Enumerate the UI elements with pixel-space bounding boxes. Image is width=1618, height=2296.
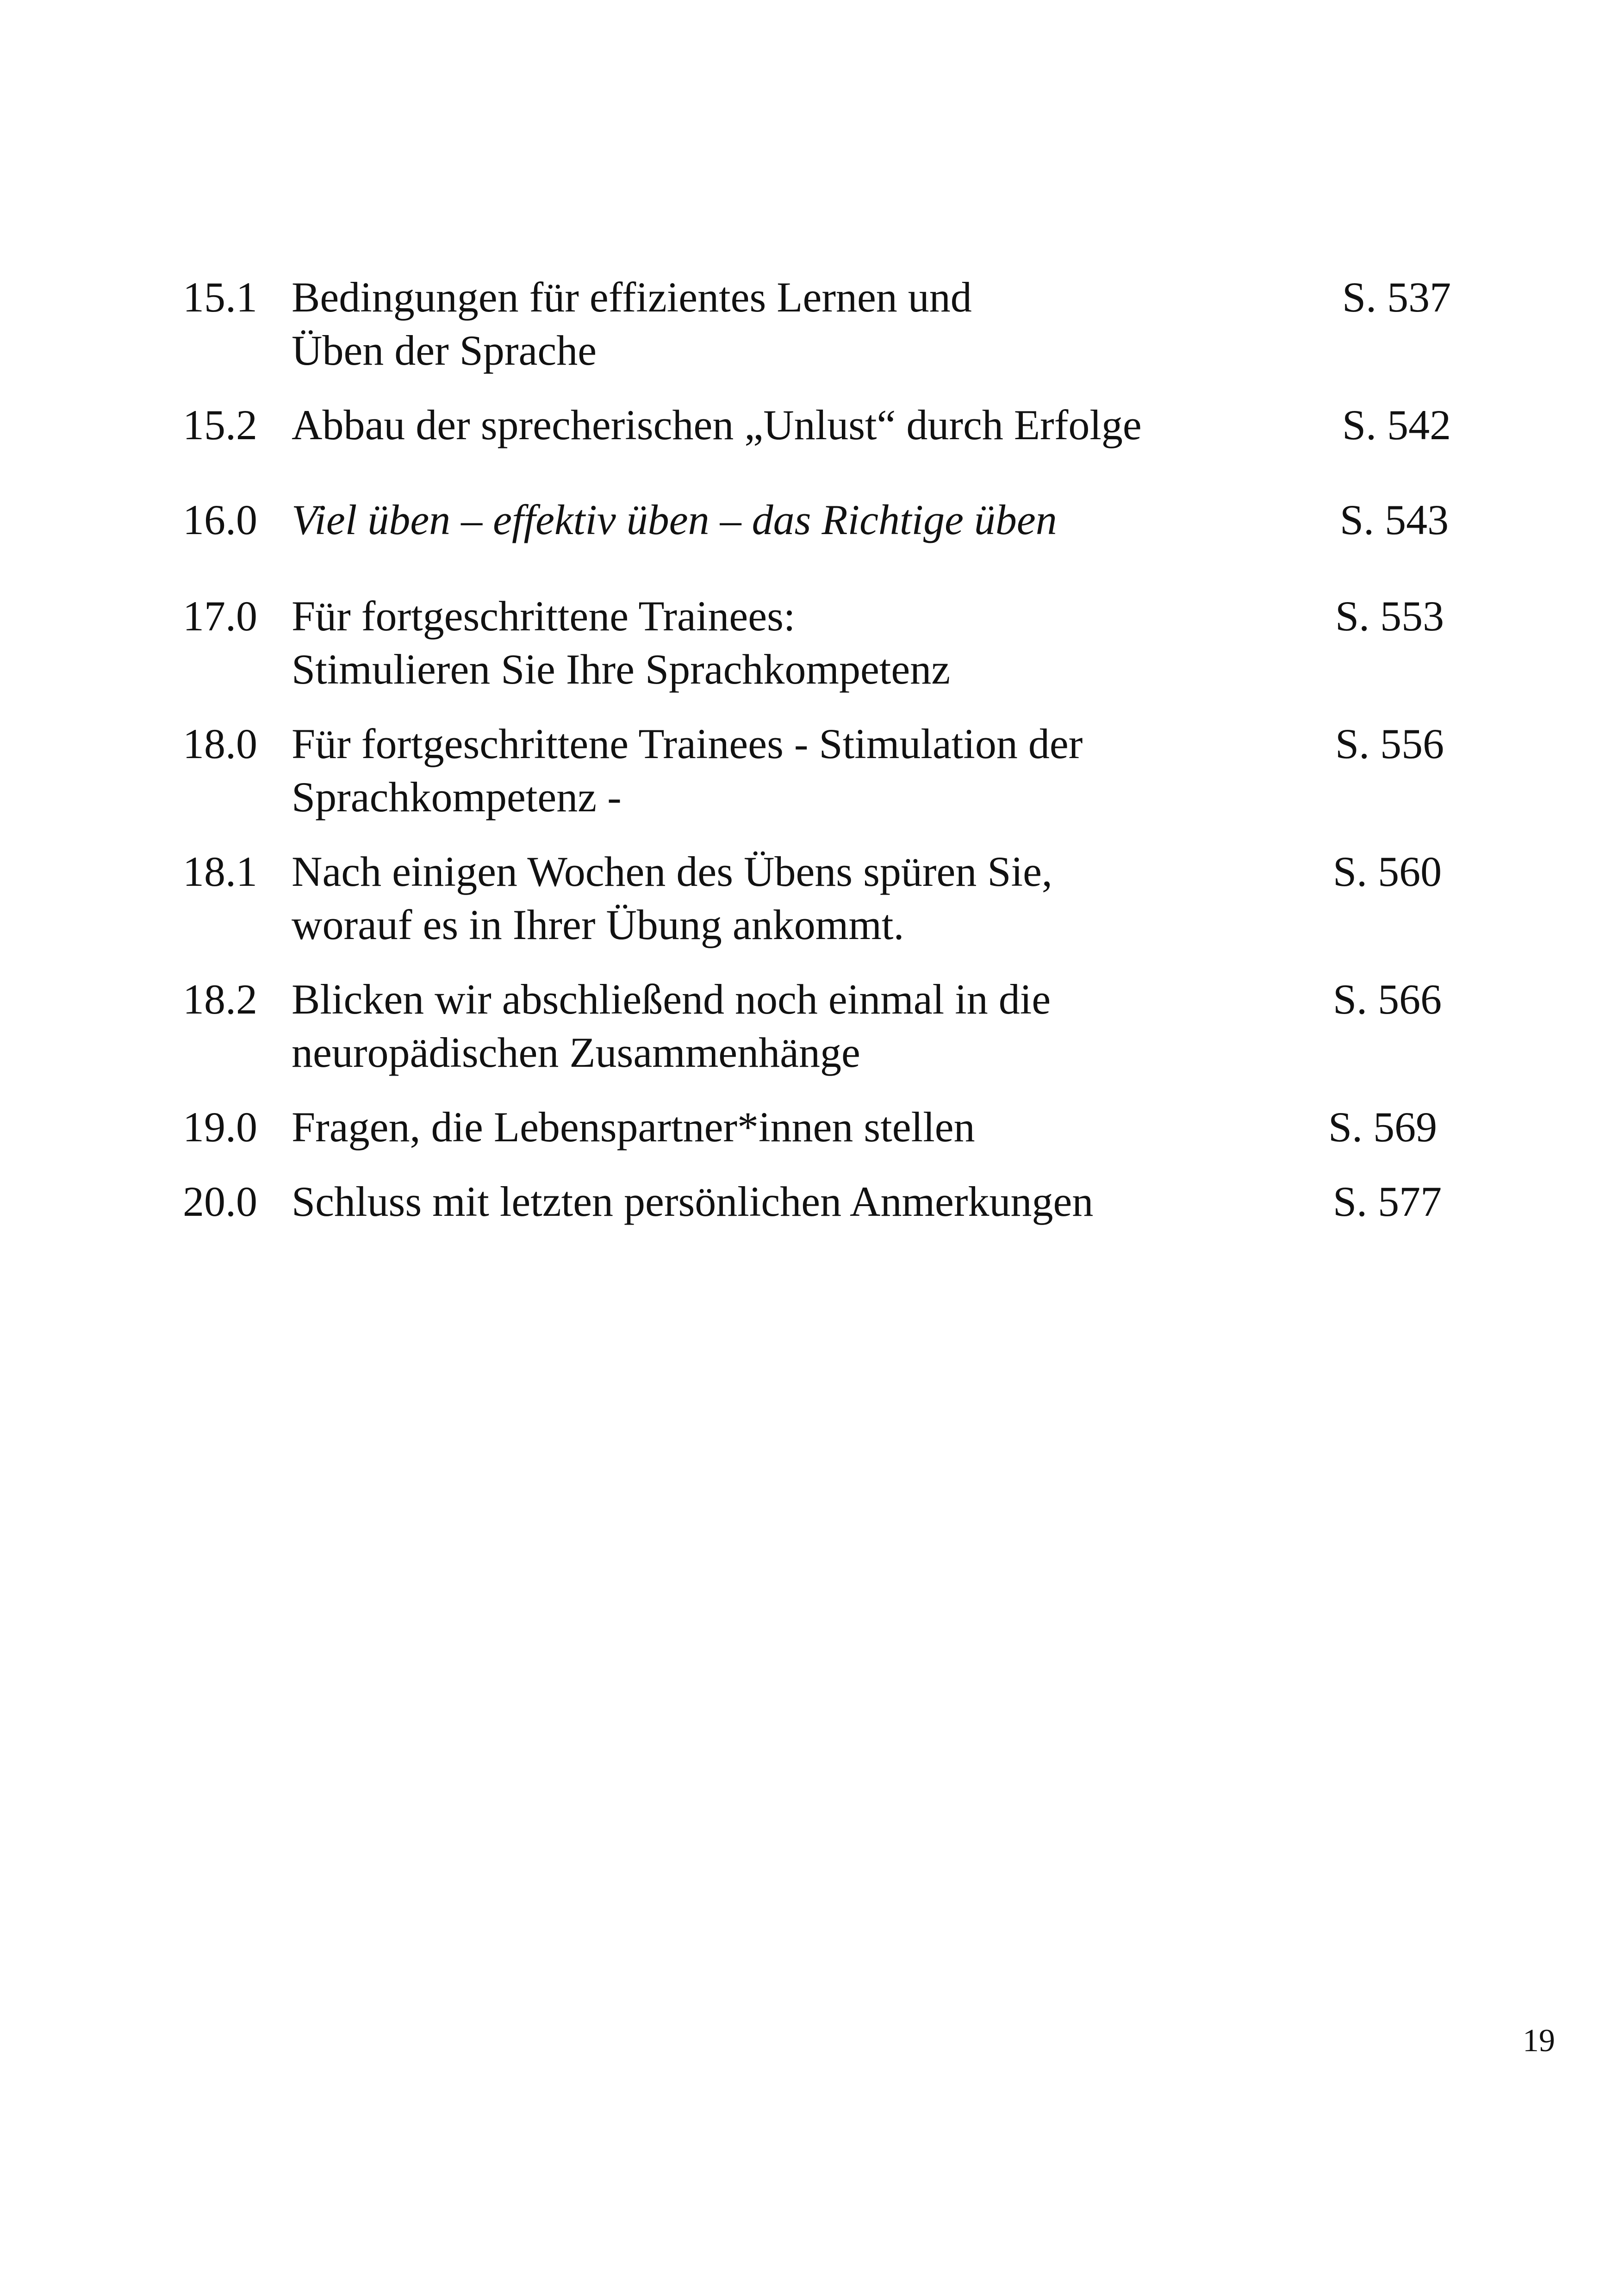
toc-entry-page: S. 577 (1333, 1178, 1442, 1225)
toc-entry-title (292, 973, 1277, 1079)
toc-entry-title-line: Bedingungen für effizientes Lernen und (292, 274, 972, 321)
toc-entry-title-line: Nach einigen Wochen des Übens spüren Sie, (292, 848, 1052, 895)
toc-entry-number: 19.0 (183, 1103, 257, 1151)
toc-entry-title-line: Fragen, die Lebenspartner*innen stellen (292, 1103, 975, 1151)
toc-entry-title-line: neuropädischen Zusammenhänge (292, 1029, 860, 1076)
toc-entry-page: S. 560 (1333, 848, 1442, 895)
toc-entry-title-line: Viel üben – effektiv üben – das Richtige üben (292, 496, 1057, 543)
toc-entry-number: 18.2 (183, 976, 257, 1023)
toc-entry-title (292, 271, 1277, 377)
toc-entry-title (292, 493, 1277, 547)
toc-entry-title (292, 845, 1277, 952)
toc-entry-number: 17.0 (183, 592, 257, 640)
toc-entry-title (292, 1101, 1277, 1154)
toc-entry-number: 16.0 (183, 496, 257, 543)
toc-entry-title-line: Sprachkompetenz - (292, 773, 622, 821)
table-of-contents (183, 271, 1460, 1228)
toc-entry-number: 18.0 (183, 720, 257, 767)
toc-entry-title (292, 1175, 1277, 1228)
page-number: 19 (1523, 2023, 1555, 2059)
toc-entry (183, 493, 1460, 547)
toc-entry (183, 590, 1460, 696)
toc-entry (183, 271, 1460, 377)
toc-entry-page: S. 553 (1335, 592, 1444, 640)
toc-entry-page: S. 569 (1328, 1103, 1438, 1151)
toc-entry-title-line: Für fortgeschrittene Trainees: (292, 592, 796, 640)
toc-entry (183, 845, 1460, 952)
toc-entry-page: S. 537 (1342, 274, 1451, 321)
toc-entry-title-line: Blicken wir abschließend noch einmal in die (292, 976, 1051, 1023)
toc-entry-title-line: Für fortgeschrittene Trainees - Stimulation der (292, 720, 1083, 767)
toc-entry-page: S. 543 (1340, 496, 1449, 543)
toc-entry-title (292, 590, 1277, 696)
toc-entry-title-line: Schluss mit letzten persönlichen Anmerkungen (292, 1178, 1094, 1225)
toc-entry-title (292, 717, 1277, 824)
toc-entry-number: 18.1 (183, 848, 257, 895)
toc-entry-number: 15.1 (183, 274, 257, 321)
toc-entry (183, 1175, 1460, 1228)
toc-entry (183, 1101, 1460, 1154)
toc-entry-number: 20.0 (183, 1178, 257, 1225)
toc-entry (183, 717, 1460, 824)
toc-entry-title-line: worauf es in Ihrer Übung ankommt. (292, 901, 904, 948)
toc-entry-page: S. 566 (1333, 976, 1442, 1023)
toc-entry-title (292, 398, 1277, 452)
toc-entry (183, 973, 1460, 1079)
toc-entry-title-line: Abbau der sprecherischen „Unlust“ durch Erfolge (292, 401, 1142, 448)
toc-entry-page: S. 542 (1342, 401, 1451, 448)
toc-entry-title-line: Üben der Sprache (292, 327, 597, 374)
toc-entry-title-line: Stimulieren Sie Ihre Sprachkompetenz (292, 646, 951, 693)
toc-entry-number: 15.2 (183, 401, 257, 448)
toc-entry-page: S. 556 (1335, 720, 1444, 767)
toc-entry (183, 398, 1460, 452)
